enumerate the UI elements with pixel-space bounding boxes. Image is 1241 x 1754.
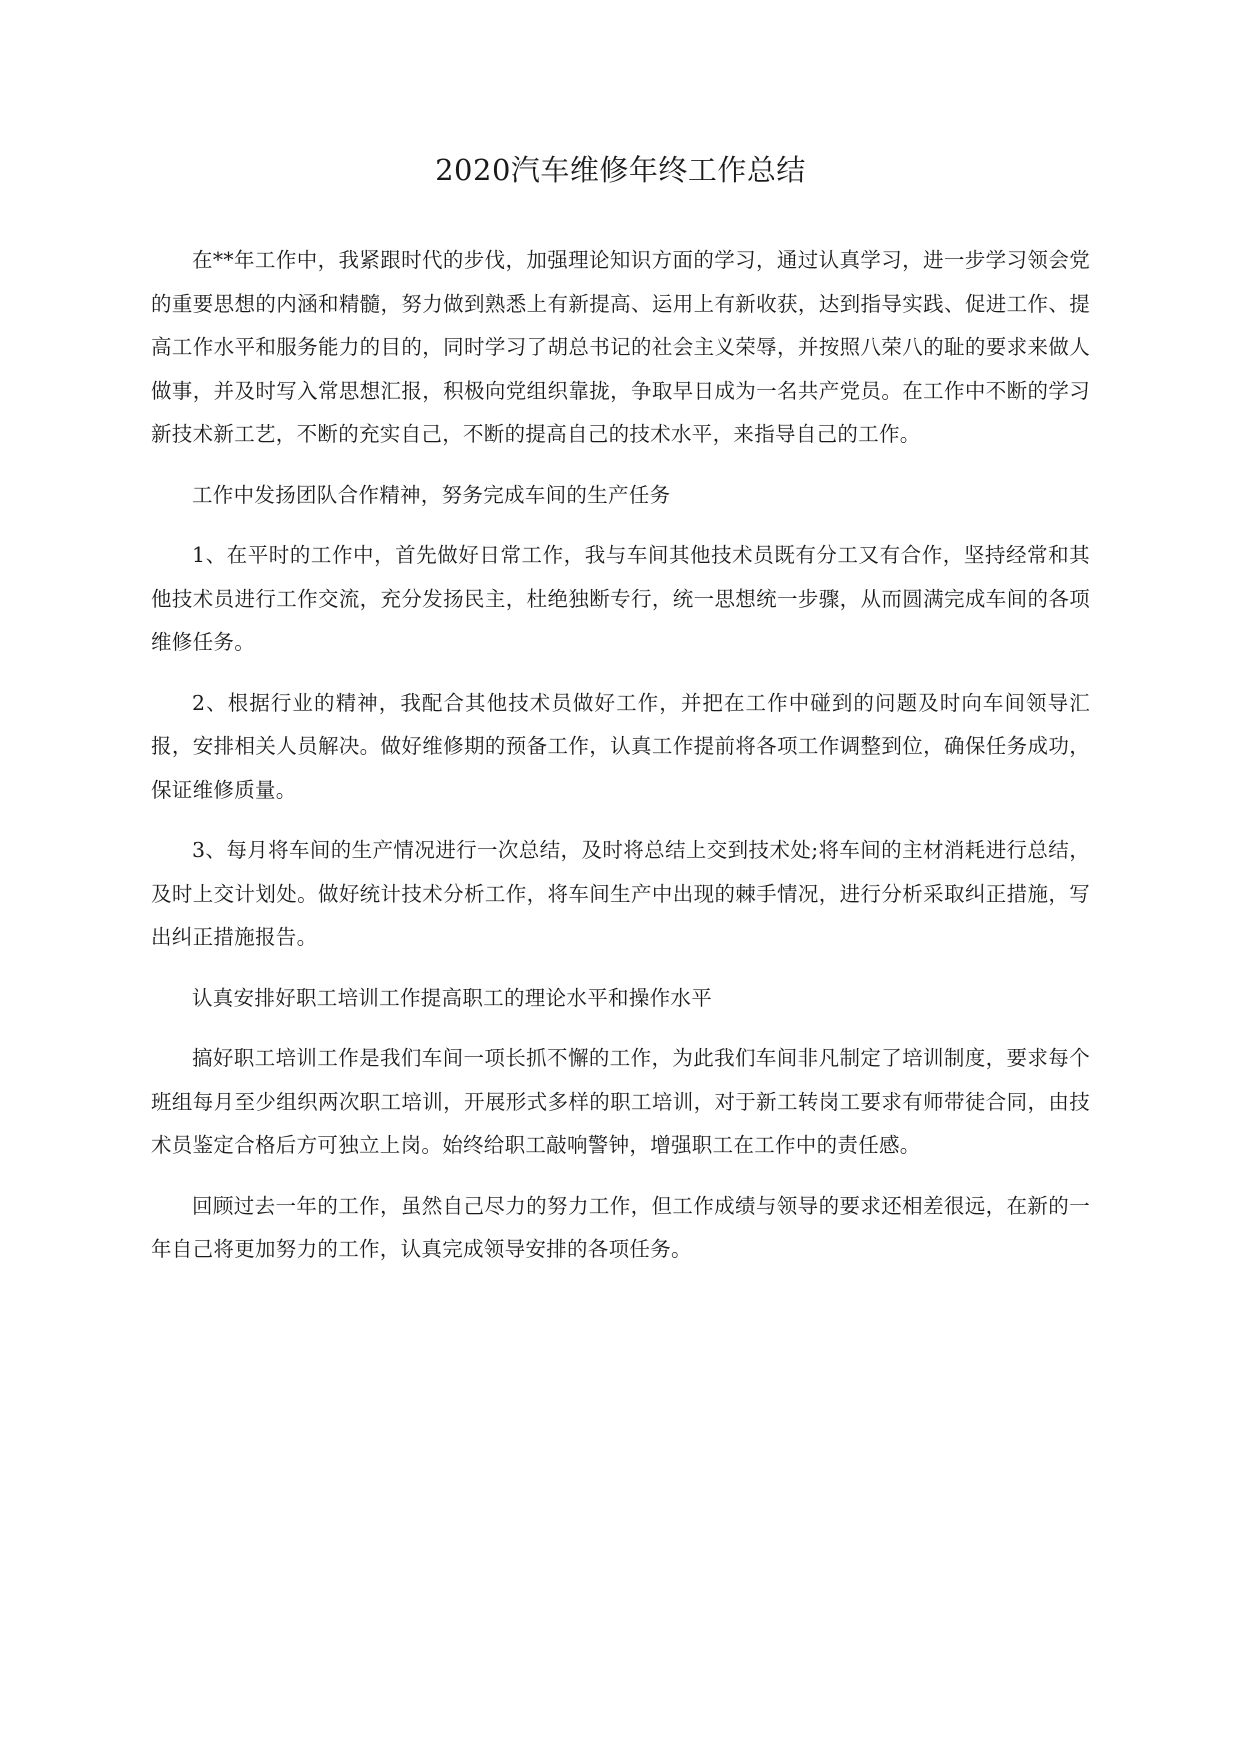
paragraph-item-2: 2、根据行业的精神，我配合其他技术员做好工作，并把在工作中碰到的问题及时向车间领导汇报，安排相关人员解决。做好维修期的预备工作，认真工作提前将各项工作调整到位，确保任务成功，保证维修质量。 <box>151 690 1090 802</box>
document-title: 2020汽车维修年终工作总结 <box>435 153 806 187</box>
paragraph-training: 搞好职工培训工作是我们车间一项长抓不懈的工作，为此我们车间非凡制定了培训制度，要求每个班组每月至少组织两次职工培训，开展形式多样的职工培训，对于新工转岗工要求有师带徒合同，由技术员鉴定合格后方可独立上岗。始终给职工敲响警钟，增强职工在工作中的责任感。 <box>151 1046 1090 1157</box>
paragraph-conclusion: 回顾过去一年的工作，虽然自己尽力的努力工作，但工作成绩与领导的要求还相差很远，在新的一年自己将更加努力的工作，认真完成领导安排的各项任务。 <box>151 1193 1090 1261</box>
document-body <box>151 239 1090 1272</box>
paragraph-intro: 在**年工作中，我紧跟时代的步伐，加强理论知识方面的学习，通过认真学习，进一步学习领会党的重要思想的内涵和精髓，努力做到熟悉上有新提高、运用上有新收获，达到指导实践、促进工作、提高工作水平和服务能力的目的，同时学习了胡总书记的社会主义荣辱，并按照八荣八的耻的要求来做人做事，并及时写入常思想汇报，积极向党组织靠拢，争取早日成为一名共产党员。在工作中不断的学习新技术新工艺，不断的充实自己，不断的提高自己的技术水平，来指导自己的工作。 <box>151 248 1090 446</box>
section-heading-training: 认真安排好职工培训工作提高职工的理论水平和操作水平 <box>192 985 712 1010</box>
paragraph-item-1: 1、在平时的工作中，首先做好日常工作，我与车间其他技术员既有分工又有合作，坚持经常和其他技术员进行工作交流，充分发扬民主，杜绝独断专行，统一思想统一步骤，从而圆满完成车间的各项维修任务。 <box>151 543 1090 654</box>
paragraph-item-3: 3、每月将车间的生产情况进行一次总结，及时将总结上交到技术处;将车间的主材消耗进行总结，及时上交计划处。做好统计技术分析工作，将车间生产中出现的棘手情况，进行分析采取纠正措施，写出纠正措施报告。 <box>151 838 1090 949</box>
section-heading-teamwork: 工作中发扬团队合作精神，努务完成车间的生产任务 <box>192 482 671 507</box>
